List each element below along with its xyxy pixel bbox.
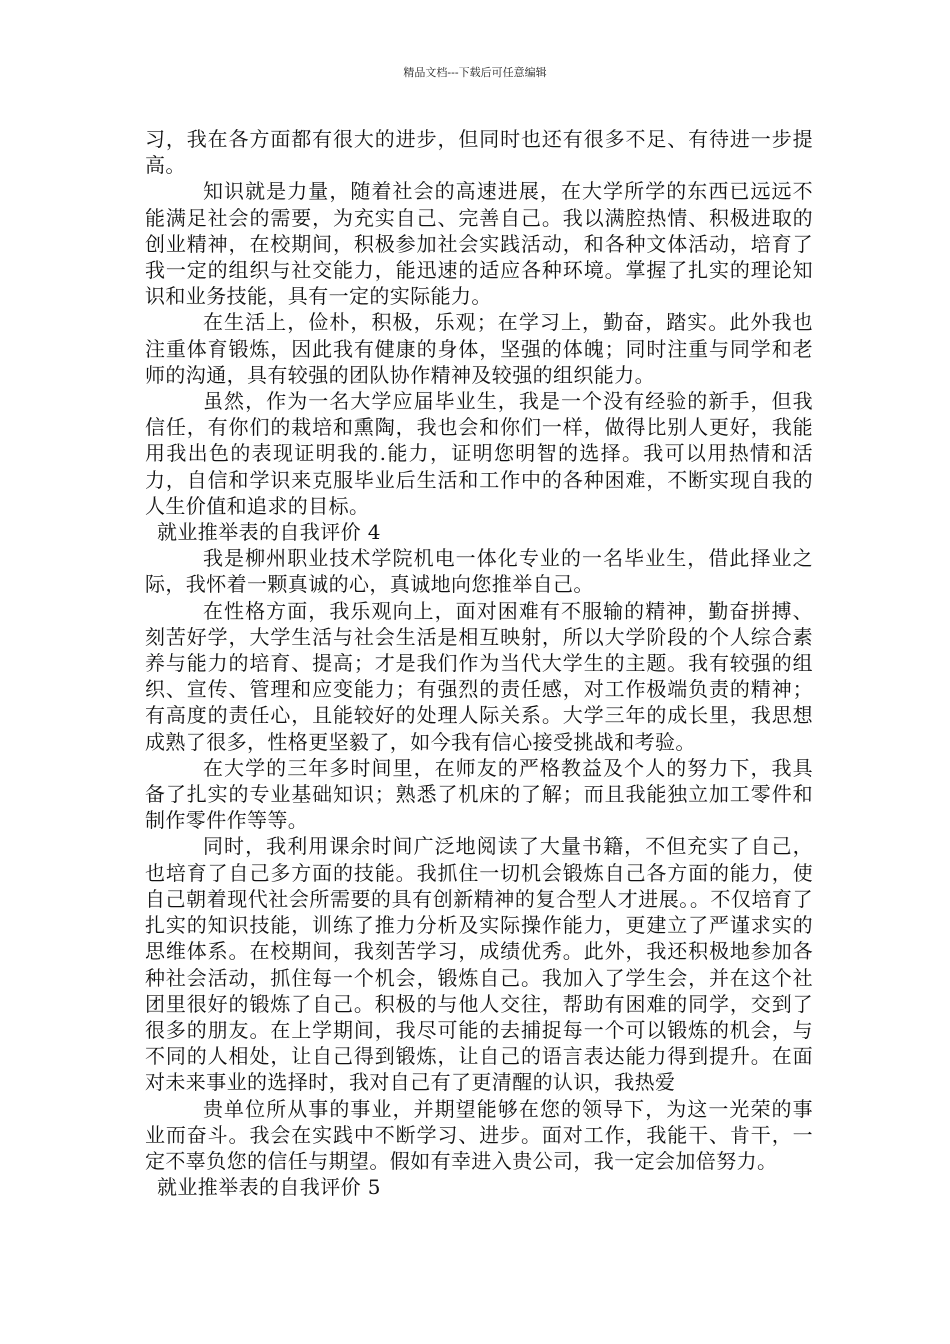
paragraph: 我是柳州职业技术学院机电一体化专业的一名毕业生，借此择业之际，我怀着一颗真诚的心，真诚地向您推举自己。 bbox=[145, 546, 813, 597]
page-header: 精品文档---下载后可任意编辑 bbox=[403, 66, 547, 79]
paragraph: 习，我在各方面都有很大的进步，但同时也还有很多不足、有待进一步提高。 bbox=[145, 127, 813, 178]
paragraph: 在大学的三年多时间里，在师友的严格教益及个人的努力下，我具备了扎实的专业基础知识；熟悉了机床的了解；而且我能独立加工零件和制作零件作等等。 bbox=[145, 755, 813, 833]
section-heading: 就业推举表的自我评价 5 bbox=[157, 1175, 381, 1200]
document-body bbox=[145, 126, 813, 1200]
section-heading: 就业推举表的自我评价 4 bbox=[157, 520, 381, 545]
paragraph: 同时，我利用课余时间广泛地阅读了大量书籍，不但充实了自己，也培育了自己多方面的技能。我抓住一切机会锻炼自己各方面的能力，使自己朝着现代社会所需要的具有创新精神的复合型人才进展。。不仅培育了扎实的知识技能，训练了推力分析及实际操作能力，更建立了严谨求实的思维体系。在校期间，我刻苦学习，成绩优秀。此外，我还积极地参加各种社会活动，抓住每一个机会，锻炼自己。我加入了学生会，并在这个社团里很好的锻炼了自己。积极的与他人交往，帮助有困难的同学，交到了很多的朋友。在上学期间，我尽可能的去捕捉每一个可以锻炼的机会，与不同的人相处，让自己得到锻炼，让自己的语言表达能力得到提升。在面对未来事业的选择时，我对自己有了更清醒的认识，我热爱 bbox=[145, 834, 813, 1095]
paragraph: 贵单位所从事的事业，并期望能够在您的领导下，为这一光荣的事业而奋斗。我会在实践中不断学习、进步。面对工作，我能干、肯干，一定不辜负您的信任与期望。假如有幸进入贵公司，我一定会加倍努力。 bbox=[145, 1096, 813, 1173]
paragraph: 在生活上，俭朴，积极，乐观；在学习上，勤奋，踏实。此外我也注重体育锻炼，因此我有健康的身体，坚强的体魄；同时注重与同学和老师的沟通，具有较强的团队协作精神及较强的组织能力。 bbox=[145, 310, 813, 387]
paragraph: 在性格方面，我乐观向上，面对困难有不服输的精神，勤奋拼搏、刻苦好学，大学生活与社会生活是相互映射，所以大学阶段的个人综合素养与能力的培育、提高；才是我们作为当代大学生的主题。我有较强的组织、宣传、管理和应变能力；有强烈的责任感，对工作极端负责的精神；有高度的责任心，且能较好的处理人际关系。大学三年的成长里，我思想成熟了很多，性格更坚毅了，如今我有信心接受挑战和考验。 bbox=[145, 598, 813, 754]
paragraph: 知识就是力量，随着社会的高速进展，在大学所学的东西已远远不能满足社会的需要，为充实自己、完善自己。我以满腔热情、积极进取的创业精神，在校期间，积极参加社会实践活动，和各种文体活动，培育了我一定的组织与社交能力，能迅速的适应各种环境。掌握了扎实的理论知识和业务技能，具有一定的实际能力。 bbox=[145, 179, 813, 309]
paragraph: 虽然，作为一名大学应届毕业生，我是一个没有经验的新手，但我信任，有你们的栽培和熏陶，我也会和你们一样，做得比别人更好，我能用我出色的表现证明我的.能力，证明您明智的选择。我可以用热情和活力，自信和学识来克服毕业后生活和工作中的各种困难，不断实现自我的人生价值和追求的目标。 bbox=[145, 389, 813, 518]
